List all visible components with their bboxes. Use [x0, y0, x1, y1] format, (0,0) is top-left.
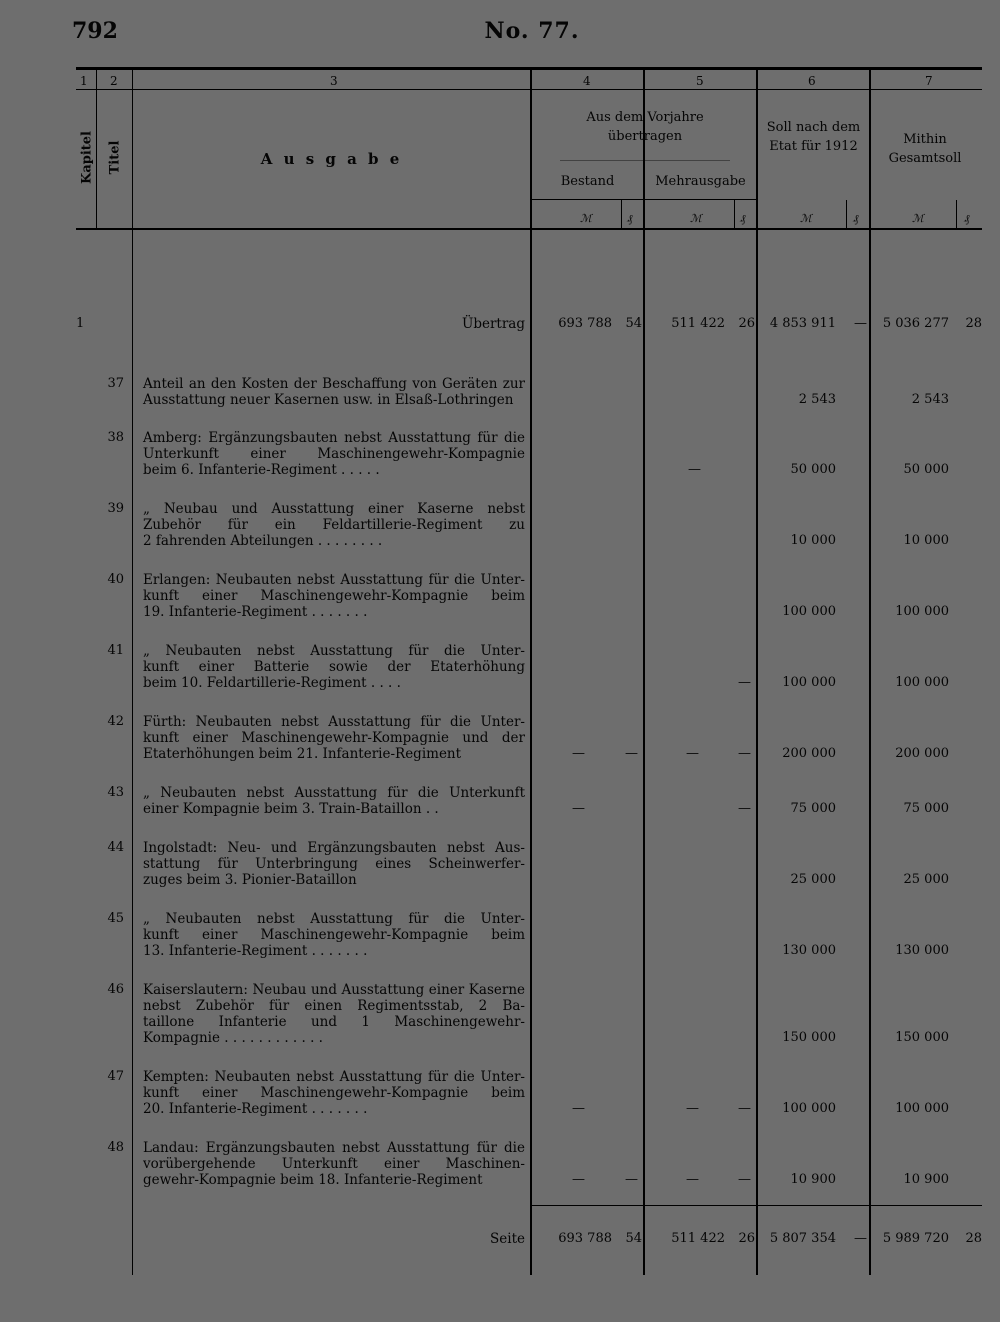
row-titel: 47	[107, 1069, 124, 1084]
seite-bestand: 693 788	[558, 1231, 612, 1246]
row-soll: 100 000	[782, 1101, 836, 1116]
row-soll: 10 900	[790, 1172, 836, 1187]
row-gesamt: 75 000	[903, 801, 949, 816]
pf-line-5	[734, 200, 735, 228]
pf-line-7	[956, 200, 957, 228]
seite-soll: 5 807 354	[769, 1231, 836, 1246]
document-number: No. 77.	[484, 18, 580, 44]
row-desc-line: Etaterhöhungen beim 21. Infanterie-Regiment	[143, 746, 462, 762]
header-bestand: Bestand	[560, 174, 615, 189]
row-dash: —	[738, 801, 751, 816]
row-dash: —	[572, 1101, 585, 1116]
row-desc-line: Kaiserslautern: Neubau und Ausstattung einer Kaserne	[143, 982, 525, 998]
col-line-1	[96, 70, 97, 228]
row-desc-line: zuges beim 3. Pionier-Bataillon	[143, 872, 357, 888]
header-titel: Titel	[107, 140, 123, 175]
row-desc-line: gewehr-Kompagnie beim 18. Infanterie-Regiment	[143, 1172, 483, 1188]
row-desc-line: kunft einer Batterie sowie der Etaterhöhung	[143, 659, 525, 675]
row-desc-line: beim 10. Feldartillerie-Regiment . . . .	[143, 675, 401, 691]
row-desc-line: 2 fahrenden Abteilungen . . . . . . . .	[143, 533, 383, 549]
page-number: 792	[72, 18, 118, 44]
col-line-5	[756, 70, 758, 1275]
row-dash: —	[572, 746, 585, 761]
uebertrag-gesamt: 5 036 277	[882, 316, 949, 331]
seite-gesamt: 5 989 720	[882, 1231, 949, 1246]
row-titel: 41	[107, 643, 124, 658]
row-dash: —	[686, 1101, 699, 1116]
row-desc-line: einer Kompagnie beim 3. Train-Bataillon . .	[143, 801, 439, 817]
colnum-3: 3	[330, 74, 338, 88]
colnum-5: 5	[696, 74, 704, 88]
row-gesamt: 10 900	[903, 1172, 949, 1187]
row-titel: 48	[107, 1140, 124, 1155]
row-desc-line: Kempten: Neubauten nebst Ausstattung für die Unter-	[143, 1069, 525, 1085]
row-dash: —	[688, 462, 701, 477]
row-desc-line: „ Neubauten nebst Ausstattung für die Unter-	[143, 911, 525, 927]
row-gesamt: 200 000	[895, 746, 949, 761]
row-gesamt: 100 000	[895, 604, 949, 619]
row-desc-line: kunft einer Maschinengewehr-Kompagnie beim	[143, 1085, 525, 1101]
colnum-1: 1	[80, 74, 88, 88]
row-gesamt: 150 000	[895, 1030, 949, 1045]
unit-mark-4: ℳ	[580, 212, 592, 225]
header-bottom-rule	[76, 228, 982, 230]
colnum-6: 6	[808, 74, 816, 88]
row-gesamt: 10 000	[903, 533, 949, 548]
unit-mark-7: ℳ	[912, 212, 924, 225]
row-desc-line: „ Neubau und Ausstattung einer Kaserne nebst	[143, 501, 525, 517]
uebertrag-label: Übertrag	[461, 316, 525, 332]
row-soll: 100 000	[782, 604, 836, 619]
row-titel: 37	[107, 376, 124, 391]
header-mithin: Mithin Gesamtsoll	[888, 132, 962, 166]
row-titel: 38	[107, 430, 124, 445]
row-dash: —	[738, 675, 751, 690]
colnum-2: 2	[110, 74, 118, 88]
row-dash: —	[572, 801, 585, 816]
row-dash: —	[625, 1172, 638, 1187]
row-desc-line: kunft einer Maschinengewehr-Kompagnie beim	[143, 588, 525, 604]
row-gesamt: 2 543	[911, 392, 949, 407]
unit-pf-5: ₰	[740, 212, 746, 225]
row-desc-line: Ausstattung neuer Kasernen usw. in Elsaß-Lothringen	[143, 392, 514, 408]
row-soll: 10 000	[790, 533, 836, 548]
uebertrag-soll-pf: —	[854, 316, 867, 331]
row-desc-line: Ingolstadt: Neu- und Ergänzungsbauten nebst Aus-	[143, 840, 525, 856]
row-desc-line: vorübergehende Unterkunft einer Maschinen-	[143, 1156, 525, 1172]
col-line-3	[530, 70, 532, 1275]
row-dash: —	[738, 1101, 751, 1116]
row-gesamt: 100 000	[895, 1101, 949, 1116]
uebertrag-kapitel: 1	[76, 316, 85, 331]
row-desc-line: 19. Infanterie-Regiment . . . . . . .	[143, 604, 368, 620]
row-desc-line: kunft einer Maschinengewehr-Kompagnie beim	[143, 927, 525, 943]
unit-mark-6: ℳ	[800, 212, 812, 225]
row-desc-line: Anteil an den Kosten der Beschaffung von Geräten zur	[143, 376, 525, 392]
row-titel: 45	[107, 911, 124, 926]
row-titel: 42	[107, 714, 124, 729]
unit-pf-7: ₰	[964, 212, 970, 225]
seite-bestand-pf: 54	[625, 1231, 642, 1246]
row-gesamt: 25 000	[903, 872, 949, 887]
row-desc-line: Amberg: Ergänzungsbauten nebst Ausstattung für die	[143, 430, 525, 446]
row-desc-line: „ Neubauten nebst Ausstattung für die Unterkunft	[143, 785, 525, 801]
row-dash: —	[738, 1172, 751, 1187]
row-soll: 200 000	[782, 746, 836, 761]
row-desc-line: 13. Infanterie-Regiment . . . . . . .	[143, 943, 368, 959]
header-vorjahre: Aus dem Vorjahre übertragen	[586, 110, 704, 144]
pf-line-6	[846, 200, 847, 228]
uebertrag-mehr-pf: 26	[738, 316, 755, 331]
row-desc-line: Kompagnie . . . . . . . . . . . .	[143, 1030, 323, 1046]
row-desc-line: Zubehör für ein Feldartillerie-Regiment zu	[143, 517, 525, 533]
row-soll: 130 000	[782, 943, 836, 958]
column-number-rule	[76, 89, 982, 90]
table-top-rule	[76, 67, 982, 70]
uebertrag-bestand: 693 788	[558, 316, 612, 331]
row-dash: —	[686, 1172, 699, 1187]
row-titel: 40	[107, 572, 124, 587]
colnum-7: 7	[925, 74, 933, 88]
colnum-4: 4	[583, 74, 591, 88]
row-titel: 46	[107, 982, 124, 997]
uebertrag-soll: 4 853 911	[769, 316, 836, 331]
unit-pf-6: ₰	[853, 212, 859, 225]
col-line-4	[643, 70, 645, 1275]
uebertrag-mehr: 511 422	[671, 316, 725, 331]
sub-rule-4-5	[532, 199, 756, 200]
row-desc-line: nebst Zubehör für einen Regimentsstab, 2 Ba-	[143, 998, 525, 1014]
row-titel: 39	[107, 501, 124, 516]
header-soll: Soll nach dem Etat für 1912	[766, 120, 861, 154]
row-titel: 44	[107, 840, 124, 855]
row-desc-line: stattung für Unterbringung eines Scheinwerfer-	[143, 856, 525, 872]
row-soll: 2 543	[798, 392, 836, 407]
header-mehrausgabe: Mehrausgabe	[655, 174, 746, 189]
col-line-2	[132, 70, 133, 1275]
seite-soll-pf: —	[854, 1231, 867, 1246]
row-soll: 50 000	[790, 462, 836, 477]
row-desc-line: Unterkunft einer Maschinengewehr-Kompagnie	[143, 446, 525, 462]
uebertrag-gesamt-pf: 28	[965, 316, 982, 331]
seite-gesamt-pf: 28	[965, 1231, 982, 1246]
row-soll: 75 000	[790, 801, 836, 816]
row-titel: 43	[107, 785, 124, 800]
seite-mehr-pf: 26	[738, 1231, 755, 1246]
unit-mark-5: ℳ	[690, 212, 702, 225]
row-desc-line: Landau: Ergänzungsbauten nebst Ausstattung für die	[143, 1140, 525, 1156]
row-desc-line: taillone Infanterie und 1 Maschinengewehr-	[143, 1014, 525, 1030]
row-desc-line: „ Neubauten nebst Ausstattung für die Unter-	[143, 643, 525, 659]
row-gesamt: 50 000	[903, 462, 949, 477]
unit-pf-4: ₰	[627, 212, 633, 225]
sub-rule-vorjahre	[560, 160, 730, 161]
uebertrag-bestand-pf: 54	[625, 316, 642, 331]
row-soll: 25 000	[790, 872, 836, 887]
row-gesamt: 130 000	[895, 943, 949, 958]
row-soll: 100 000	[782, 675, 836, 690]
row-desc-line: kunft einer Maschinengewehr-Kompagnie und der	[143, 730, 525, 746]
row-dash: —	[572, 1172, 585, 1187]
seite-label: Seite	[490, 1231, 525, 1247]
row-dash: —	[738, 746, 751, 761]
row-desc-line: Fürth: Neubauten nebst Ausstattung für die Unter-	[143, 714, 525, 730]
row-dash: —	[625, 746, 638, 761]
row-dash: —	[686, 746, 699, 761]
pf-line-4	[621, 200, 622, 228]
row-gesamt: 100 000	[895, 675, 949, 690]
header-kapitel: Kapitel	[79, 131, 95, 184]
seite-mehr: 511 422	[671, 1231, 725, 1246]
row-desc-line: Erlangen: Neubauten nebst Ausstattung für die Unter-	[143, 572, 525, 588]
row-desc-line: 20. Infanterie-Regiment . . . . . . .	[143, 1101, 368, 1117]
row-desc-line: beim 6. Infanterie-Regiment . . . . .	[143, 462, 380, 478]
col-line-6	[869, 70, 871, 1275]
header-ausgabe: A u s g a b e	[260, 150, 403, 168]
row-soll: 150 000	[782, 1030, 836, 1045]
